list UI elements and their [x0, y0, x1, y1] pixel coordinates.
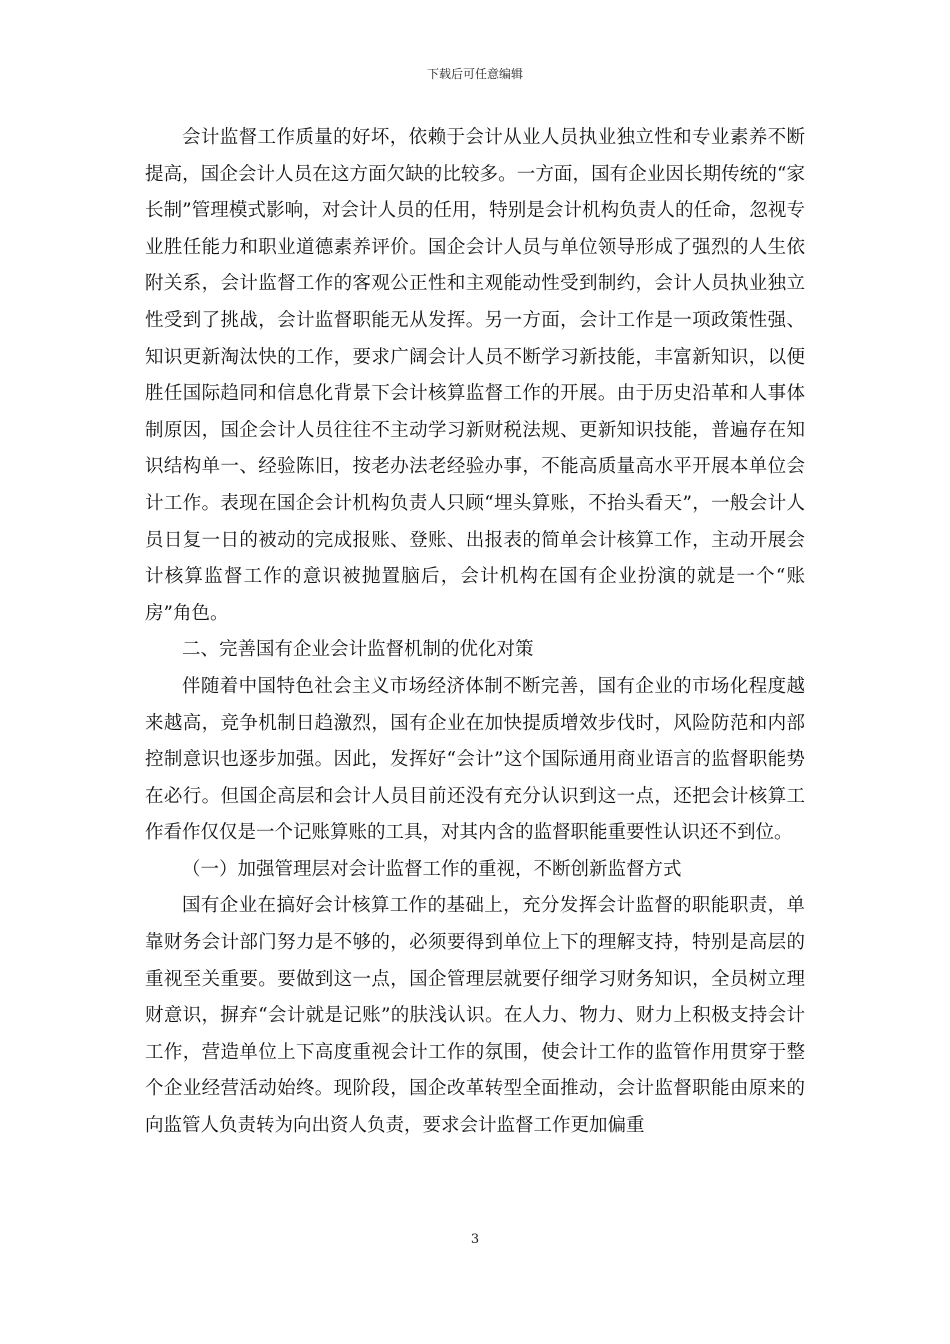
paragraph-management-support: 国有企业在搞好会计核算工作的基础上，充分发挥会计监督的职能职责，单靠财务会计部门努力是不够的，必须要得到单位上下的理解支持，特别是高层的重视至关重要。要做到这一点，国企管理层就要仔细学习财务知识，全员树立理财意识，摒弃“会计就是记账”的肤浅认识。在人力、物力、财力上积极支持会计工作，营造单位上下高度重视会计工作的氛围，使会计工作的监管作用贯穿于整个企业经营活动始终。现阶段，国企改革转型全面推动，会计监督职能由原来的向监管人负责转为向出资人负责，要求会计监督工作更加偏重	[145, 895, 805, 1137]
paragraph-market-economy: 伴随着中国特色社会主义市场经济体制不断完善，国有企业的市场化程度越来越高，竞争机制日趋激烈，国有企业在加快提质增效步伐时，风险防范和内部控制意识也逐步加强。因此，发挥好“会计”这个国际通用商业语言的监督职能势在必行。但国企高层和会计人员目前还没有充分认识到这一点，还把会计核算工作看作仅仅是一个记账算账的工具，对其内含的监督职能重要性认识还不到位。	[145, 675, 805, 844]
document-body	[145, 120, 805, 1145]
subsection-heading-management: （一）加强管理层对会计监督工作的重视，不断创新监督方式	[182, 858, 682, 880]
page-number: 3	[470, 1232, 480, 1247]
paragraph-independence: 会计监督工作质量的好坏，依赖于会计从业人员执业独立性和专业素养不断提高，国企会计人员在这方面欠缺的比较多。一方面，国有企业因长期传统的“家长制”管理模式影响，对会计人员的任用，特别是会计机构负责人的任命，忽视专业胜任能力和职业道德素养评价。国企会计人员与单位领导形成了强烈的人生依附关系，会计监督工作的客观公正性和主观能动性受到制约，会计人员执业独立性受到了挑战，会计监督职能无从发挥。另一方面，会计工作是一项政策性强、知识更新淘汰快的工作，要求广阔会计人员不断学习新技能，丰富新知识，以便胜任国际趋同和信息化背景下会计核算监督工作的开展。由于历史沿革和人事体制原因，国企会计人员往往不主动学习新财税法规、更新知识技能，普遍存在知识结构单一、经验陈旧，按老办法老经验办事，不能高质量高水平开展本单位会计工作。表现在国企会计机构负责人只顾“埋头算账，不抬头看天”，一般会计人员日复一日的被动的完成报账、登账、出报表的简单会计核算工作，主动开展会计核算监督工作的意识被抛置脑后，会计机构在国有企业扮演的就是一个“账房”角色。	[145, 127, 805, 624]
section-heading-optimization: 二、完善国有企业会计监督机制的优化对策	[182, 639, 534, 661]
page-header: 下载后可任意编辑	[426, 67, 523, 81]
